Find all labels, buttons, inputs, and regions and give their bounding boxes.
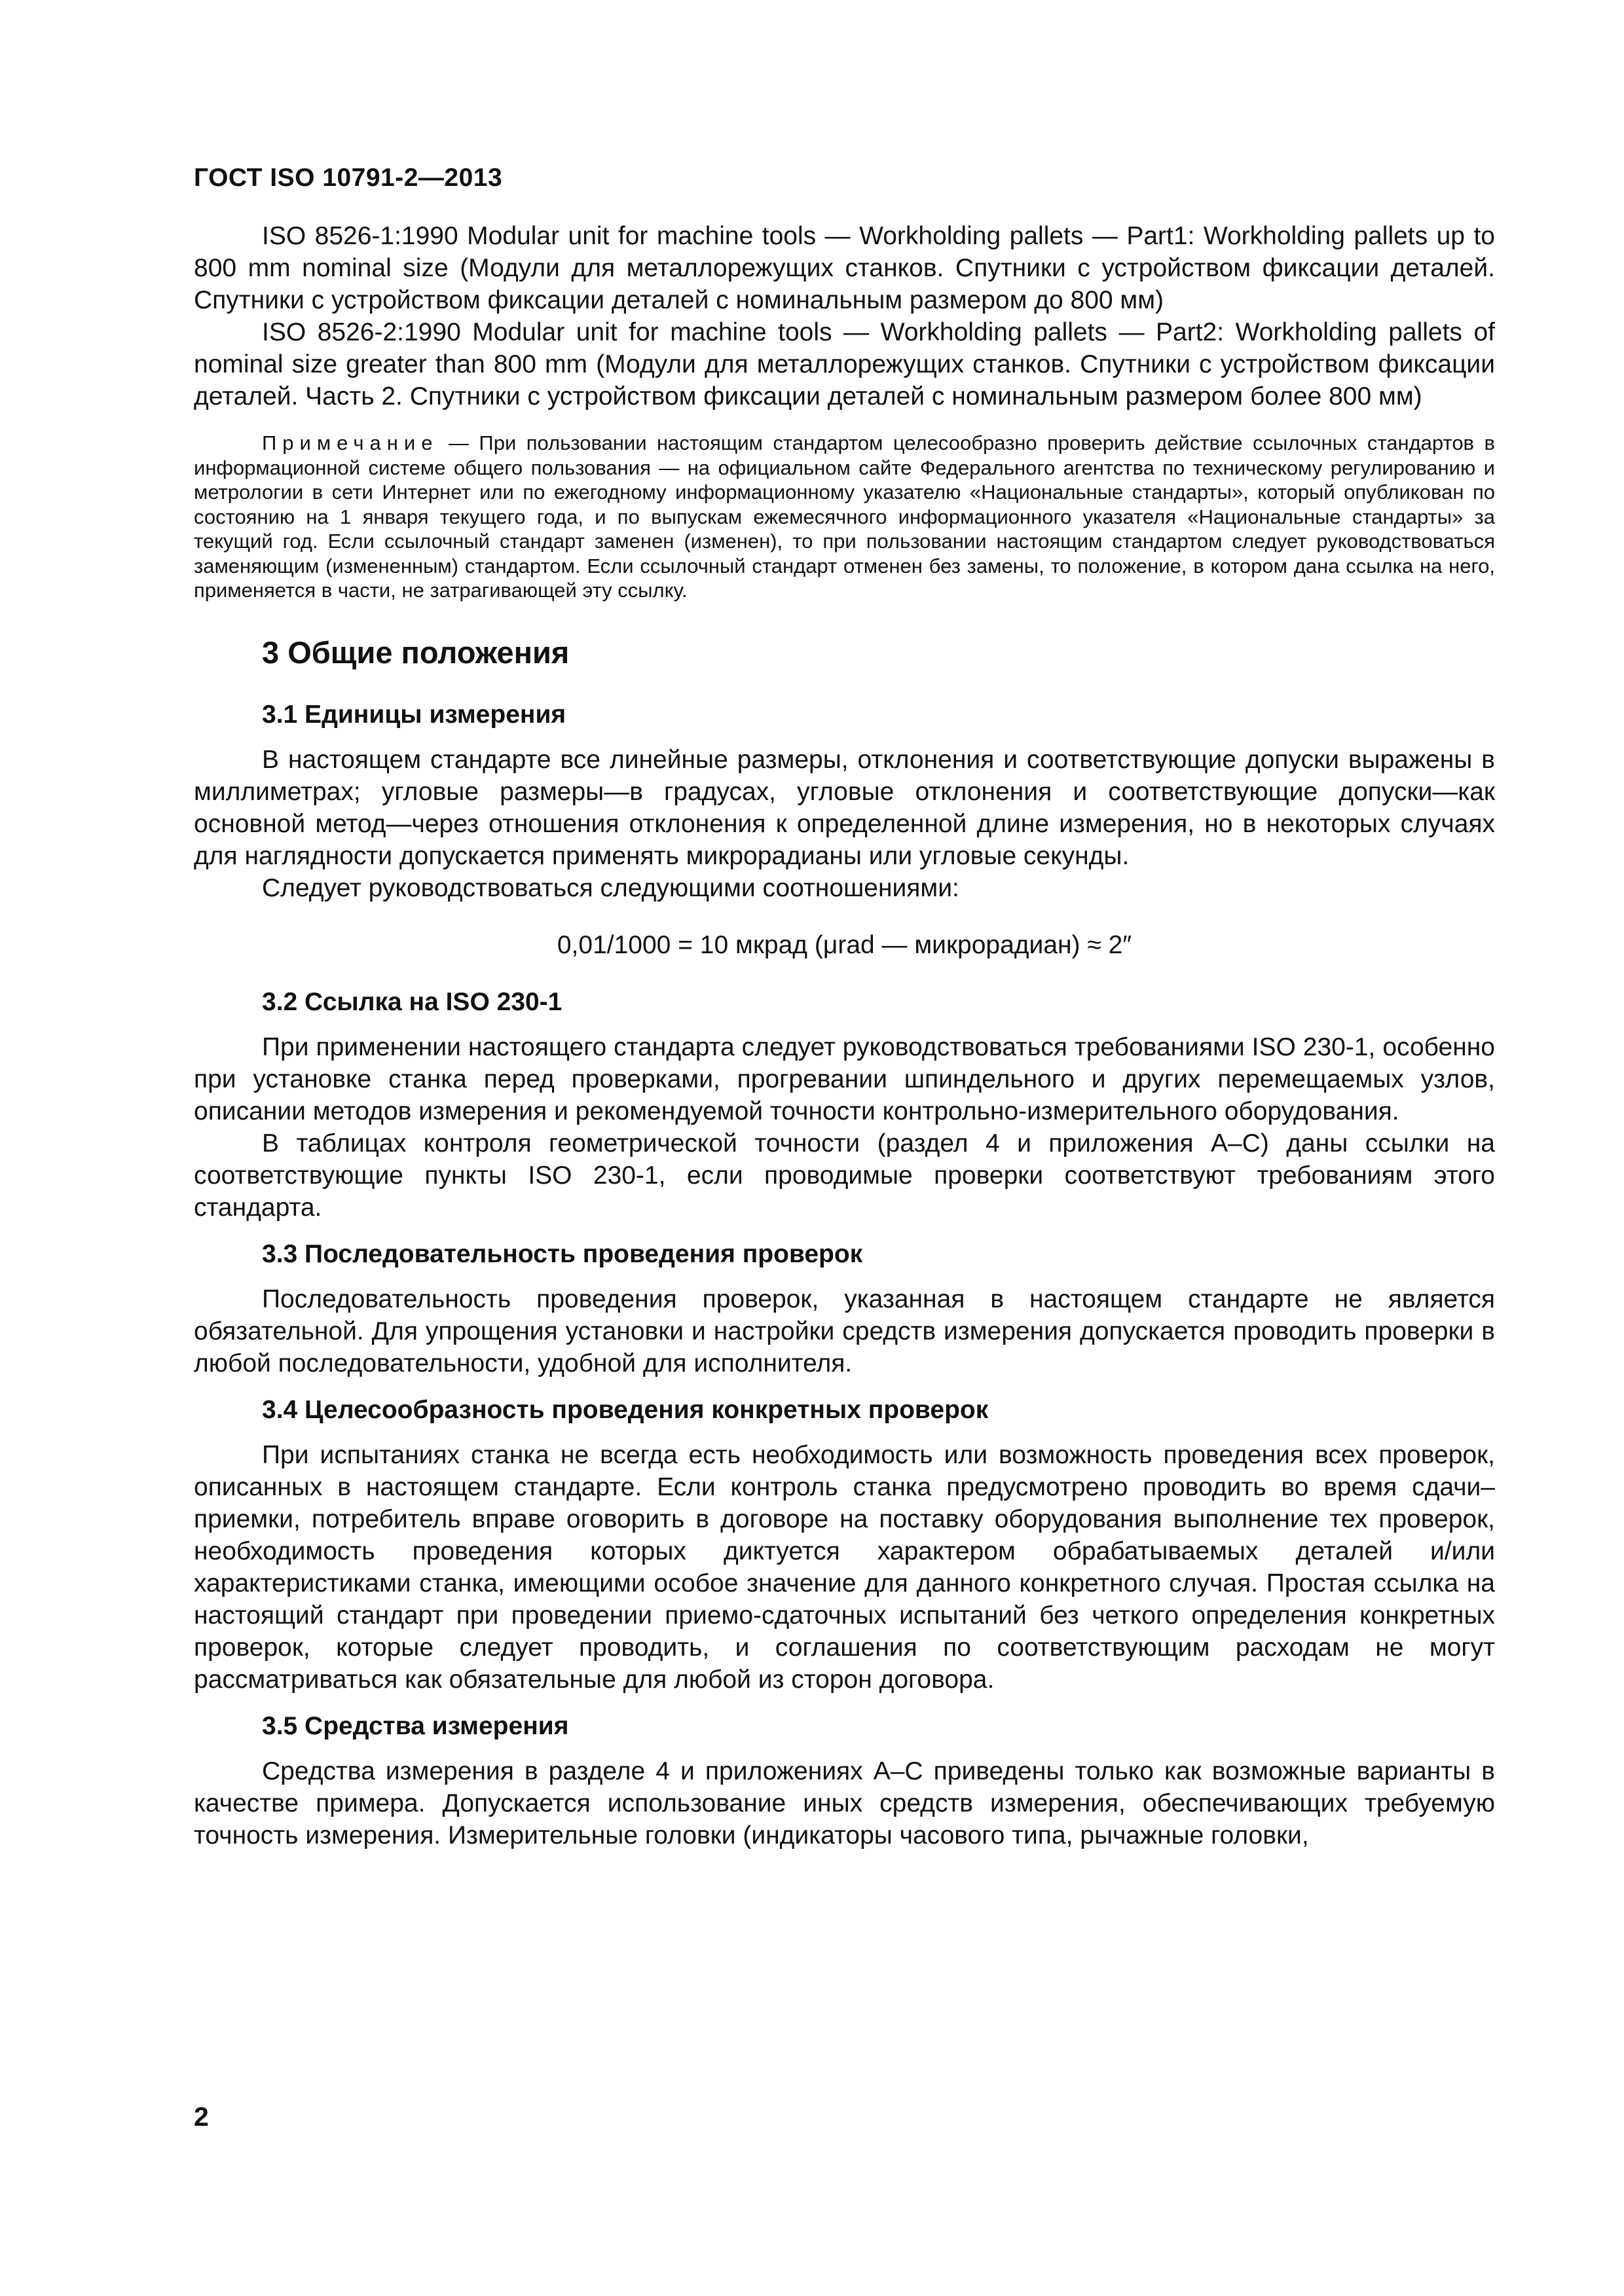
note-label: Примечание [262, 431, 439, 454]
formula: 0,01/1000 = 10 мкрад (μrad — микрорадиан) ≈ 2″ [557, 930, 1132, 959]
section-heading: 3 Общие положения [262, 634, 570, 670]
reference-entry: ISO 8526-2:1990 Modular unit for machine tools — Workholding pallets — Part2: Workholding pallets of nominal size greater than 800 mm (Модули для металлорежущих станков. Спутники с устройством фиксации деталей. Часть 2. Спутники с устройством фиксации деталей с номинальным размером более 800 мм) [194, 318, 1495, 410]
page-content [194, 220, 1495, 1851]
document-header: ГОСТ ISO 10791-2—2013 [194, 164, 503, 192]
subsection-heading: 3.4 Целесообразность проведения конкретных проверок [262, 1395, 989, 1424]
subsection-heading: 3.1 Единицы измерения [262, 700, 566, 729]
page-number: 2 [194, 2102, 209, 2132]
subsection-heading: 3.2 Ссылка на ISO 230-1 [262, 987, 563, 1016]
note-paragraph [194, 431, 1495, 603]
body-paragraph: В настоящем стандарте все линейные размеры, отклонения и соответствующие допуски выражены в миллиметрах; угловые размеры—в градусах, угловые отклонения и соответствующие допуски—как основной метод—через отношения отклонения к определенной длине измерения, но в некоторых случаях для наглядности допускается применять микрорадианы или угловые секунды. [194, 745, 1495, 870]
reference-entry: ISO 8526-1:1990 Modular unit for machine tools — Workholding pallets — Part1: Workholding pallets up to 800 mm nominal size (Модули для металлорежущих станков. Спутники с устройством фиксации деталей. Спутники с устройством фиксации деталей с номинальным размером до 800 мм) [194, 222, 1495, 314]
body-paragraph: При испытаниях станка не всегда есть необходимость или возможность проведения всех проверок, описанных в настоящем стандарте. Если контроль станка предусмотрено проводить во время сдачи–приемки, потребитель вправе оговорить в договоре на поставку оборудования выполнение тех проверок, необходимость проведения которых диктуется характером обрабатываемых деталей и/или характеристиками станка, имеющими особое значение для данного конкретного случая. Простая ссылка на настоящий стандарт при проведении приемо-сдаточных испытаний без четкого определения конкретных проверок, которые следует проводить, и соглашения по соответствующим расходам не могут рассматриваться как обязательные для любой из сторон договора. [194, 1440, 1495, 1694]
body-paragraph: Последовательность проведения проверок, указанная в настоящем стандарте не является обязательной. Для упрощения установки и настройки средств измерения допускается проводить проверки в любой последовательности, удобной для исполнителя. [194, 1285, 1495, 1377]
body-paragraph: При применении настоящего стандарта следует руководствоваться требованиями ISO 230-1, особенно при установке станка перед проверками, прогревании шпиндельного и других перемещаемых узлов, описании методов измерения и рекомендуемой точности контрольно-измерительного оборудования. [194, 1032, 1495, 1125]
subsection-heading: 3.3 Последовательность проведения проверок [262, 1239, 863, 1268]
note-text: — При пользовании настоящим стандартом целесообразно проверить действие ссылочных стандартов в информационной системе общего пользования — на официальном сайте Федерального агентства по техническому регулированию и метрологии в сети Интернет или по ежегодному информационному указателю «Национальные стандарты», который опубликован по состоянию на 1 января текущего года, и по выпускам ежемесячного информационного указателя «Национальные стандарты» за текущий год. Если ссылочный стандарт заменен (изменен), то при пользовании настоящим стандартом следует руководствоваться заменяющим (измененным) стандартом. Если ссылочный стандарт отменен без замены, то положение, в котором дана ссылка на него, применяется в части, не затрагивающей эту ссылку. [194, 431, 1495, 602]
body-paragraph: Средства измерения в разделе 4 и приложениях А–С приведены только как возможные варианты в качестве примера. Допускается использование иных средств измерения, обеспечивающих требуемую точность измерения. Измерительные головки (индикаторы часового типа, рычажные головки, [194, 1757, 1495, 1850]
body-paragraph: Следует руководствоваться следующими соотношениями: [262, 873, 959, 902]
body-paragraph: В таблицах контроля геометрической точности (раздел 4 и приложения А–С) даны ссылки на соответствующие пункты ISO 230-1, если проводимые проверки соответствуют требованиям этого стандарта. [194, 1129, 1495, 1222]
subsection-heading: 3.5 Средства измерения [262, 1711, 569, 1740]
